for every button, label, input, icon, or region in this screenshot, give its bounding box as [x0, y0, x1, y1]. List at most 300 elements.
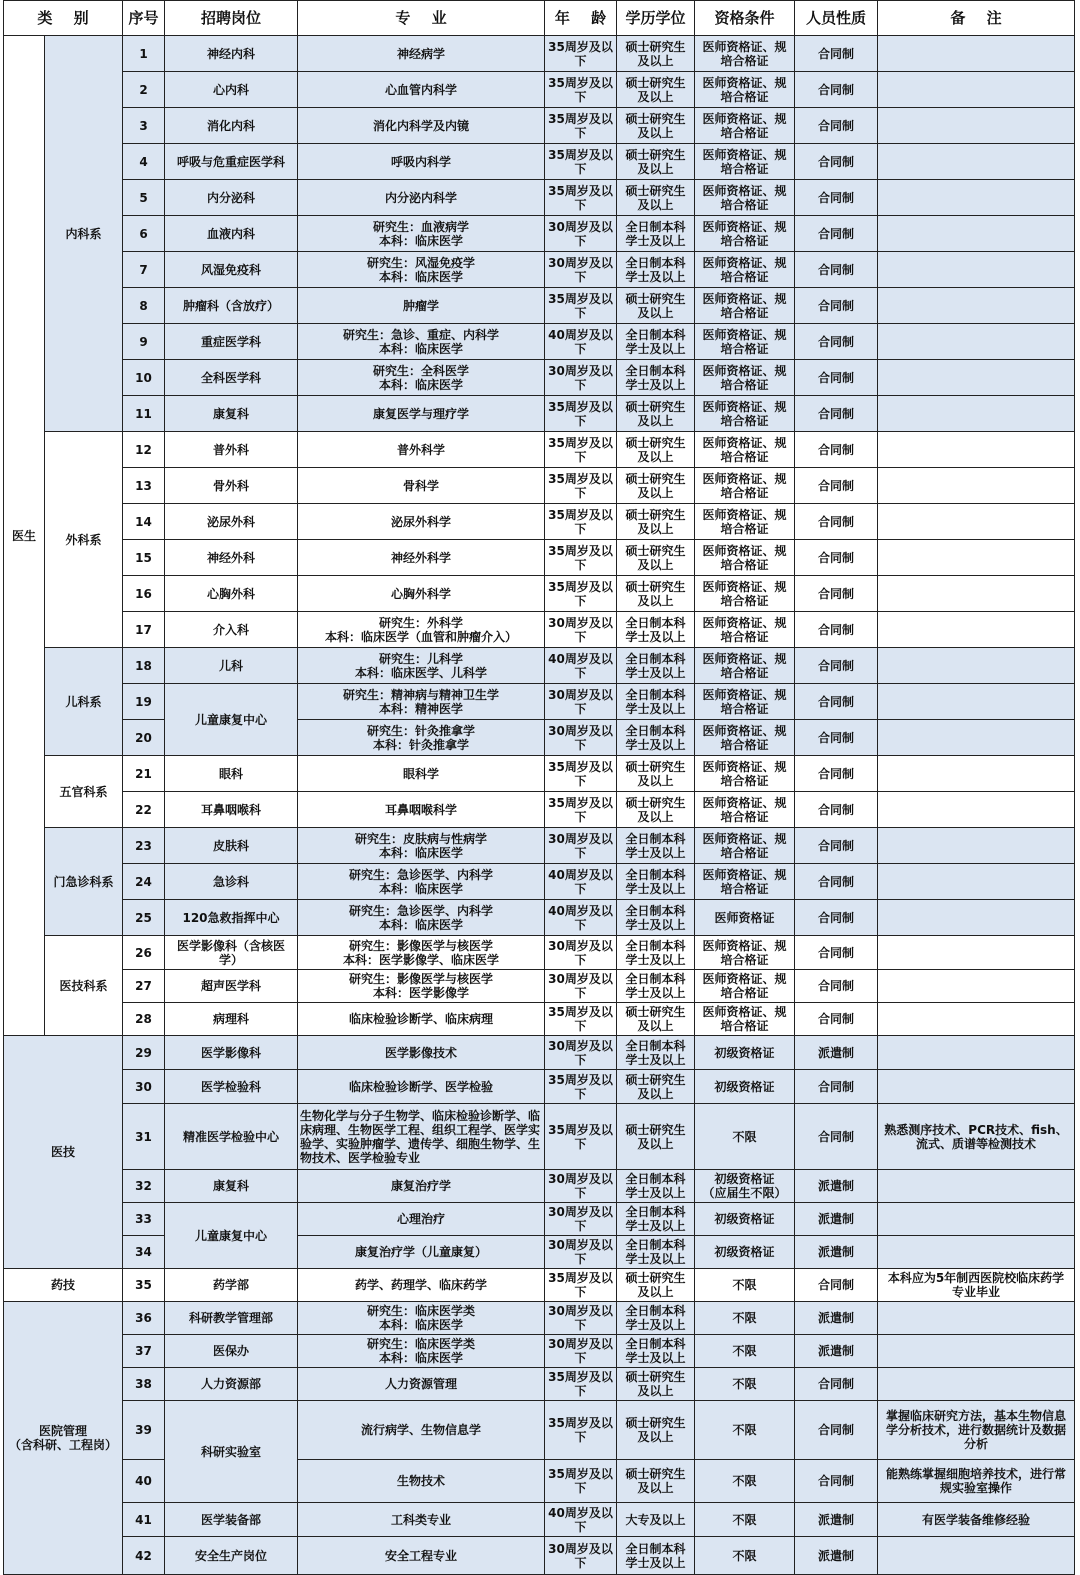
- nature-cell: [795, 900, 878, 936]
- degree-text: 全日制本科学士及以上: [625, 363, 686, 392]
- remark-cell: [878, 648, 1075, 684]
- nature-cell: [795, 1368, 878, 1401]
- qualification-text: 医师资格证、规培合格证: [702, 687, 787, 716]
- age-text: 35周岁及以下: [548, 1370, 613, 1398]
- no-text: 7: [139, 262, 148, 277]
- major-text: 泌尿外科学: [390, 514, 451, 529]
- age-cell: [545, 864, 617, 900]
- major-cell: [298, 1170, 545, 1203]
- degree-text: 全日制本科学士及以上: [625, 972, 686, 1000]
- major-line: 本科：医学影像学、临床医学: [342, 952, 499, 967]
- degree-cell: [617, 72, 695, 108]
- position-cell: [165, 648, 298, 684]
- remark-text: 熟悉测序技术、PCR技术、fish、流式、质谱等检测技术: [884, 1122, 1068, 1151]
- major-line: 研究生：急诊、重症、内科学: [342, 327, 499, 342]
- position-text: 心胸外科: [206, 586, 255, 601]
- degree-cell: [617, 900, 695, 936]
- degree-text: 硕士研究生及以上: [625, 1271, 686, 1299]
- qualification-cell: [695, 648, 795, 684]
- nature-cell: [795, 612, 878, 648]
- age-cell: [545, 288, 617, 324]
- major-cell: [298, 1537, 545, 1575]
- degree-text: 硕士研究生及以上: [625, 75, 686, 104]
- nature-text: 派遣制: [817, 1045, 854, 1060]
- major-cell: [298, 1401, 545, 1460]
- nature-cell: [795, 432, 878, 468]
- qualification-cell: [695, 1401, 795, 1460]
- major-line: 研究生：风湿免疫学: [366, 255, 475, 270]
- age-text: 30周岁及以下: [548, 255, 613, 284]
- age-text: 30周岁及以下: [548, 1541, 613, 1570]
- remark-cell: [878, 1335, 1075, 1368]
- nature-cell: [795, 684, 878, 720]
- age-text: 35周岁及以下: [548, 111, 613, 140]
- major-line: 研究生：儿科学: [378, 651, 463, 666]
- position-cell: [165, 970, 298, 1003]
- qualification-cell: [695, 1070, 795, 1104]
- degree-text: 硕士研究生及以上: [625, 147, 686, 176]
- position-text: 急诊科: [212, 874, 249, 889]
- qualification-cell: [695, 360, 795, 396]
- degree-cell: [617, 540, 695, 576]
- qualification-text: 医师资格证、规培合格证: [702, 831, 787, 860]
- major-text: 临床检验诊断学、医学检验: [348, 1079, 493, 1094]
- nature-text: 合同制: [817, 1278, 854, 1292]
- degree-text: 全日制本科学士及以上: [625, 1541, 686, 1570]
- no-text: 37: [135, 1344, 152, 1358]
- no-text: 22: [135, 802, 152, 817]
- major-line: 研究生：急诊医学、内科学: [348, 867, 493, 882]
- group-cell: [45, 936, 123, 1036]
- no-cell: [123, 108, 165, 144]
- degree-text: 全日制本科学士及以上: [625, 1304, 686, 1332]
- header-remark: 备 注: [878, 0, 1075, 36]
- nature-text: 合同制: [817, 46, 854, 61]
- degree-text: 硕士研究生及以上: [625, 1005, 686, 1033]
- nature-cell: [795, 1460, 878, 1503]
- remark-cell: [878, 1070, 1075, 1104]
- major-text: 心血管内科学: [384, 82, 457, 97]
- no-text: 36: [135, 1311, 152, 1325]
- nature-text: 合同制: [817, 622, 854, 637]
- no-text: 29: [135, 1045, 152, 1060]
- age-text: 35周岁及以下: [548, 1005, 613, 1033]
- position-text: 全科医学科: [200, 370, 261, 385]
- major-line: 本科：临床医学、儿科学: [354, 665, 487, 680]
- remark-cell: [878, 792, 1075, 828]
- no-cell: [123, 1537, 165, 1575]
- remark-cell: [878, 900, 1075, 936]
- qualification-cell: [695, 540, 795, 576]
- position-cell: [165, 1104, 298, 1170]
- qualification-text: 初级资格证: [714, 1045, 775, 1060]
- age-cell: [545, 324, 617, 360]
- no-text: 34: [135, 1245, 152, 1259]
- major-cell: [298, 1335, 545, 1368]
- age-text: 35周岁及以下: [548, 147, 613, 176]
- major-line: 本科：医学影像学: [372, 986, 469, 1000]
- age-cell: [545, 792, 617, 828]
- degree-text: 硕士研究生及以上: [625, 111, 686, 140]
- nature-cell: [795, 576, 878, 612]
- age-text: 35周岁及以下: [548, 507, 613, 536]
- age-cell: [545, 756, 617, 792]
- degree-text: 全日制本科学士及以上: [625, 1337, 686, 1365]
- qualification-cell: [695, 108, 795, 144]
- position-cell: [165, 468, 298, 504]
- position-cell: [165, 432, 298, 468]
- age-text: 30周岁及以下: [548, 1172, 613, 1200]
- qualification-text: 初级资格证: [714, 1245, 775, 1259]
- age-cell: [545, 1036, 617, 1070]
- degree-cell: [617, 1537, 695, 1575]
- degree-text: 硕士研究生及以上: [625, 543, 686, 572]
- degree-text: 全日制本科学士及以上: [625, 831, 686, 860]
- group-label: 五官科系: [59, 784, 108, 799]
- degree-text: 全日制本科学士及以上: [625, 1038, 686, 1067]
- position-text: 呼吸与危重症医学科: [176, 154, 285, 169]
- remark-cell: [878, 1460, 1075, 1503]
- major-text: 流行病学、生物信息学: [360, 1423, 481, 1437]
- no-cell: [123, 1269, 165, 1302]
- position-cell: [165, 1302, 298, 1335]
- nature-text: 合同制: [817, 154, 854, 169]
- qualification-text: 医师资格证、规培合格证: [702, 507, 787, 536]
- age-text: 30周岁及以下: [548, 723, 613, 752]
- age-text: 40周岁及以下: [548, 1505, 613, 1534]
- nature-text: 合同制: [817, 766, 854, 781]
- remark-text: 有医学装备维修经验: [921, 1512, 1030, 1527]
- no-cell: [123, 648, 165, 684]
- nature-cell: [795, 252, 878, 288]
- qualification-text: 医师资格证、规培合格证: [702, 291, 787, 320]
- age-cell: [545, 504, 617, 540]
- category-cell: [3, 1036, 123, 1269]
- major-line: 研究生：皮肤病与性病学: [354, 831, 487, 846]
- group-label: 门急诊科系: [53, 874, 114, 889]
- major-line: 本科：临床医学（血管和肿瘤介入）: [324, 629, 517, 644]
- group-label: 内科系: [65, 226, 102, 241]
- major-line: 本科：精神医学: [378, 701, 463, 716]
- qualification-text: 医师资格证、规培合格证: [702, 255, 787, 284]
- age-cell: [545, 108, 617, 144]
- no-text: 27: [135, 979, 152, 993]
- qualification-text: 不限: [732, 1278, 757, 1292]
- qualification-cell: [695, 684, 795, 720]
- remark-cell: [878, 1104, 1075, 1170]
- degree-text: 硕士研究生及以上: [625, 579, 686, 608]
- header-category: 类 别: [3, 0, 123, 36]
- age-text: 40周岁及以下: [548, 867, 613, 896]
- degree-text: 硕士研究生及以上: [625, 39, 686, 68]
- no-cell: [123, 1401, 165, 1460]
- qualification-text: 不限: [732, 1129, 757, 1144]
- qualification-cell: [695, 900, 795, 936]
- age-text: 35周岁及以下: [548, 291, 613, 320]
- no-text: 14: [135, 514, 152, 529]
- major-text: 骨科学: [402, 478, 439, 493]
- nature-text: 合同制: [817, 1079, 854, 1094]
- header-no: 序号: [123, 0, 165, 36]
- degree-cell: [617, 1401, 695, 1460]
- age-cell: [545, 1269, 617, 1302]
- position-cell: [165, 1269, 298, 1302]
- major-line: 本科：临床医学: [378, 1318, 463, 1332]
- age-cell: [545, 936, 617, 970]
- remark-cell: [878, 468, 1075, 504]
- degree-cell: [617, 324, 695, 360]
- remark-cell: [878, 504, 1075, 540]
- nature-text: 合同制: [817, 1012, 854, 1026]
- no-cell: [123, 1170, 165, 1203]
- remark-cell: [878, 396, 1075, 432]
- nature-text: 派遣制: [817, 1245, 854, 1259]
- qualification-text: 医师资格证、规培合格证: [702, 399, 787, 428]
- nature-text: 合同制: [817, 802, 854, 817]
- category-cell: [3, 1269, 123, 1302]
- position-text: 骨外科: [212, 478, 249, 493]
- nature-cell: [795, 540, 878, 576]
- no-text: 5: [139, 190, 148, 205]
- qualification-text: 医师资格证: [714, 910, 775, 925]
- qualification-cell: [695, 216, 795, 252]
- qualification-cell: [695, 1368, 795, 1401]
- qualification-text: 初级资格证: [714, 1212, 775, 1226]
- no-cell: [123, 288, 165, 324]
- position-cell: [165, 504, 298, 540]
- major-text: 眼科学: [402, 766, 439, 781]
- position-cell: [165, 792, 298, 828]
- degree-cell: [617, 792, 695, 828]
- degree-cell: [617, 1070, 695, 1104]
- category-label: 医院管理: [38, 1424, 87, 1438]
- age-cell: [545, 468, 617, 504]
- qualification-cell: [695, 1003, 795, 1036]
- age-cell: [545, 360, 617, 396]
- nature-text: 合同制: [817, 226, 854, 241]
- major-line: 本科：临床医学: [378, 917, 463, 932]
- position-cell: [165, 612, 298, 648]
- major-line: 本科：临床医学: [378, 845, 463, 860]
- position-text: 医保办: [212, 1344, 249, 1358]
- position-cell: [165, 576, 298, 612]
- age-cell: [545, 576, 617, 612]
- qualification-text: 不限: [732, 1423, 757, 1437]
- group-label: 儿科系: [65, 694, 102, 709]
- position-cell: [165, 180, 298, 216]
- remark-cell: [878, 288, 1075, 324]
- header-age: 年 龄: [545, 0, 617, 36]
- position-text: 眼科: [218, 766, 243, 781]
- no-cell: [123, 360, 165, 396]
- age-text: 35周岁及以下: [548, 1467, 613, 1495]
- age-text: 35周岁及以下: [548, 1271, 613, 1299]
- no-cell: [123, 1335, 165, 1368]
- nature-cell: [795, 792, 878, 828]
- degree-cell: [617, 1003, 695, 1036]
- degree-text: 硕士研究生及以上: [625, 183, 686, 212]
- qualification-cell: [695, 864, 795, 900]
- degree-text: 硕士研究生及以上: [625, 795, 686, 824]
- remark-cell: [878, 864, 1075, 900]
- age-text: 35周岁及以下: [548, 579, 613, 608]
- position-text: 儿童康复中心: [194, 712, 267, 727]
- degree-cell: [617, 504, 695, 540]
- position-cell: [165, 144, 298, 180]
- degree-cell: [617, 612, 695, 648]
- position-cell: [165, 1170, 298, 1203]
- major-line: 研究生：全科医学: [372, 363, 469, 378]
- age-cell: [545, 180, 617, 216]
- position-text: 人力资源部: [200, 1377, 261, 1391]
- no-cell: [123, 900, 165, 936]
- major-text: 心理治疗: [396, 1212, 445, 1226]
- age-cell: [545, 1460, 617, 1503]
- degree-text: 全日制本科学士及以上: [625, 651, 686, 680]
- age-text: 30周岁及以下: [548, 687, 613, 716]
- qualification-text: 医师资格证、规培合格证: [702, 651, 787, 680]
- major-cell: [298, 1269, 545, 1302]
- position-cell: [165, 1368, 298, 1401]
- remark-cell: [878, 144, 1075, 180]
- qualification-cell: [695, 936, 795, 970]
- header-major: 专 业: [298, 0, 545, 36]
- nature-cell: [795, 1503, 878, 1537]
- age-cell: [545, 1401, 617, 1460]
- remark-cell: [878, 936, 1075, 970]
- nature-text: 合同制: [817, 118, 854, 133]
- major-line: 本科：临床医学: [378, 881, 463, 896]
- major-cell: [298, 1036, 545, 1070]
- nature-text: 合同制: [817, 874, 854, 889]
- no-cell: [123, 180, 165, 216]
- nature-cell: [795, 1269, 878, 1302]
- nature-cell: [795, 828, 878, 864]
- no-cell: [123, 396, 165, 432]
- remark-cell: [878, 720, 1075, 756]
- age-text: 30周岁及以下: [548, 972, 613, 1000]
- position-text: 医学装备部: [200, 1512, 261, 1527]
- major-cell: [298, 970, 545, 1003]
- age-cell: [545, 432, 617, 468]
- age-cell: [545, 1070, 617, 1104]
- qualification-cell: [695, 1460, 795, 1503]
- age-cell: [545, 648, 617, 684]
- major-line: 本科：临床医学: [378, 377, 463, 392]
- position-cell: [165, 540, 298, 576]
- nature-cell: [795, 72, 878, 108]
- age-text: 35周岁及以下: [548, 795, 613, 824]
- position-text: 药学部: [212, 1278, 249, 1292]
- degree-cell: [617, 144, 695, 180]
- position-text: 医学影像科（含核医学）: [176, 938, 285, 967]
- qualification-cell: [695, 396, 795, 432]
- nature-cell: [795, 396, 878, 432]
- no-cell: [123, 1203, 165, 1236]
- age-text: 30周岁及以下: [548, 363, 613, 392]
- position-text: 重症医学科: [200, 334, 261, 349]
- major-cell: [298, 1302, 545, 1335]
- remark-cell: [878, 108, 1075, 144]
- group-label: 医技科系: [59, 978, 108, 993]
- age-cell: [545, 1302, 617, 1335]
- degree-cell: [617, 360, 695, 396]
- age-cell: [545, 540, 617, 576]
- no-cell: [123, 828, 165, 864]
- no-cell: [123, 1236, 165, 1269]
- position-text: 神经内科: [206, 46, 255, 61]
- degree-cell: [617, 396, 695, 432]
- qualification-cell: [695, 1203, 795, 1236]
- major-line: 研究生：临床医学类: [366, 1337, 475, 1351]
- degree-text: 硕士研究生及以上: [625, 759, 686, 788]
- qualification-cell: [695, 432, 795, 468]
- degree-cell: [617, 468, 695, 504]
- nature-text: 合同制: [817, 979, 854, 993]
- no-text: 39: [135, 1423, 152, 1437]
- major-cell: [298, 324, 545, 360]
- age-text: 35周岁及以下: [548, 543, 613, 572]
- degree-text: 全日制本科学士及以上: [625, 938, 686, 967]
- position-text: 120急救指挥中心: [182, 910, 280, 925]
- major-text: 神经外科学: [390, 550, 451, 565]
- remark-cell: [878, 324, 1075, 360]
- major-cell: [298, 1236, 545, 1269]
- remark-cell: [878, 216, 1075, 252]
- age-cell: [545, 1503, 617, 1537]
- qualification-cell: [695, 1036, 795, 1070]
- age-cell: [545, 144, 617, 180]
- degree-cell: [617, 1503, 695, 1537]
- qualification-cell: [695, 468, 795, 504]
- position-cell: [165, 1401, 298, 1503]
- no-cell: [123, 468, 165, 504]
- no-cell: [123, 1104, 165, 1170]
- age-text: 30周岁及以下: [548, 1205, 613, 1233]
- degree-text: 硕士研究生及以上: [625, 1467, 686, 1495]
- remark-cell: [878, 1302, 1075, 1335]
- qualification-text: 不限: [732, 1474, 757, 1488]
- no-cell: [123, 970, 165, 1003]
- nature-cell: [795, 970, 878, 1003]
- degree-cell: [617, 864, 695, 900]
- qualification-cell: [695, 252, 795, 288]
- degree-cell: [617, 1302, 695, 1335]
- nature-text: 合同制: [817, 838, 854, 853]
- no-cell: [123, 540, 165, 576]
- no-cell: [123, 936, 165, 970]
- qualification-text: 医师资格证、规培合格证: [702, 147, 787, 176]
- qualification-text: 医师资格证、规培合格证: [702, 219, 787, 248]
- position-cell: [165, 936, 298, 970]
- no-cell: [123, 1368, 165, 1401]
- group-cell: [45, 828, 123, 936]
- remark-cell: [878, 1537, 1075, 1575]
- category-label: 药技: [50, 1278, 75, 1292]
- no-text: 40: [135, 1474, 152, 1488]
- age-text: 30周岁及以下: [548, 938, 613, 967]
- major-cell: [298, 1003, 545, 1036]
- no-text: 15: [135, 550, 152, 565]
- nature-cell: [795, 1236, 878, 1269]
- major-text: 内分泌内科学: [384, 190, 457, 205]
- nature-cell: [795, 1401, 878, 1460]
- qualification-cell: [695, 1537, 795, 1575]
- qualification-line: 初级资格证: [714, 1172, 775, 1186]
- degree-text: 全日制本科学士及以上: [625, 687, 686, 716]
- degree-text: 全日制本科学士及以上: [625, 867, 686, 896]
- qualification-cell: [695, 576, 795, 612]
